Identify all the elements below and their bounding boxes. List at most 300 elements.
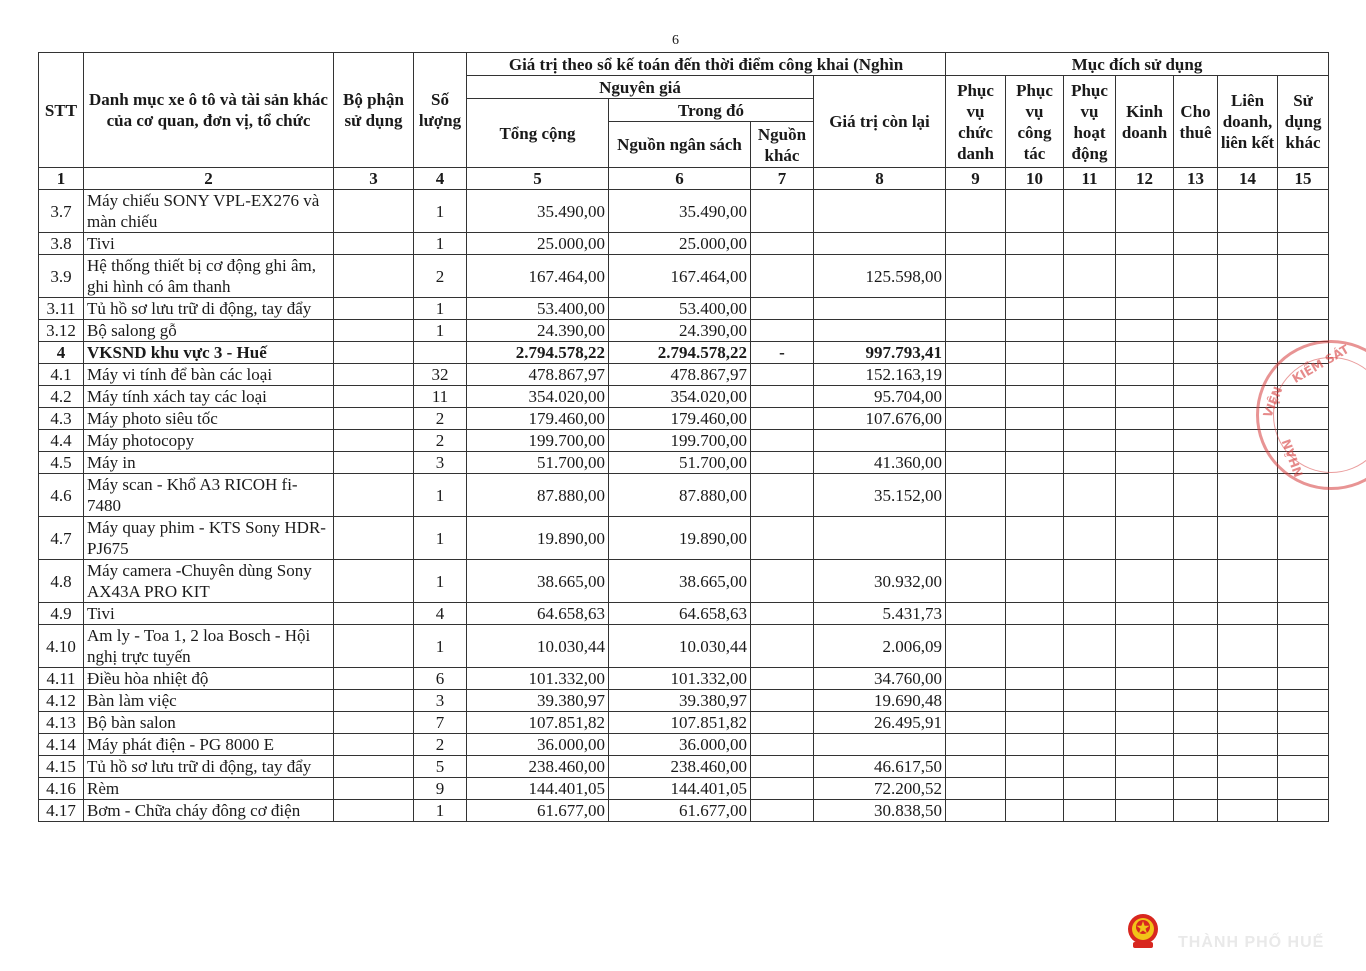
cell-purpose xyxy=(1218,625,1278,668)
cell-purpose xyxy=(1116,712,1174,734)
cell-purpose xyxy=(1174,386,1218,408)
table-row xyxy=(39,712,1329,734)
cell-purpose xyxy=(1218,233,1278,255)
stamp-text: VIỆN xyxy=(1260,384,1286,420)
cell-dept xyxy=(334,430,414,452)
cell-name: Máy photo siêu tốc xyxy=(84,408,334,430)
cell-other xyxy=(751,430,814,452)
cell-purpose xyxy=(1218,342,1278,364)
table-row xyxy=(39,734,1329,756)
cell-purpose xyxy=(1174,452,1218,474)
cell-purpose xyxy=(1116,452,1174,474)
column-number: 1 xyxy=(39,168,84,190)
cell-purpose xyxy=(1218,190,1278,233)
cell-purpose xyxy=(1116,408,1174,430)
cell-total: 199.700,00 xyxy=(467,430,609,452)
cell-purpose xyxy=(1218,778,1278,800)
cell-dept xyxy=(334,298,414,320)
cell-purpose xyxy=(1064,408,1116,430)
cell-budget: 38.665,00 xyxy=(609,560,751,603)
header-kinh-doanh: Kinh doanh xyxy=(1116,76,1174,168)
cell-purpose xyxy=(1278,690,1329,712)
cell-stt: 4.1 xyxy=(39,364,84,386)
column-number: 6 xyxy=(609,168,751,190)
cell-purpose xyxy=(1116,560,1174,603)
cell-dept xyxy=(334,386,414,408)
column-number: 2 xyxy=(84,168,334,190)
cell-qty xyxy=(414,342,467,364)
cell-purpose xyxy=(1064,298,1116,320)
cell-name: Tivi xyxy=(84,233,334,255)
cell-budget: 10.030,44 xyxy=(609,625,751,668)
cell-remaining xyxy=(814,430,946,452)
cell-remaining: 34.760,00 xyxy=(814,668,946,690)
cell-purpose xyxy=(1218,712,1278,734)
table-row xyxy=(39,690,1329,712)
cell-purpose xyxy=(946,474,1006,517)
cell-total: 238.460,00 xyxy=(467,756,609,778)
cell-stt: 4.7 xyxy=(39,517,84,560)
cell-remaining xyxy=(814,298,946,320)
cell-purpose xyxy=(1116,603,1174,625)
cell-budget: 179.460,00 xyxy=(609,408,751,430)
cell-purpose xyxy=(1218,734,1278,756)
cell-purpose xyxy=(1064,778,1116,800)
cell-other xyxy=(751,298,814,320)
cell-purpose xyxy=(1064,625,1116,668)
cell-name: Bộ salong gỗ xyxy=(84,320,334,342)
cell-name: Tủ hồ sơ lưu trữ di động, tay đẩy xyxy=(84,298,334,320)
cell-purpose xyxy=(1006,298,1064,320)
cell-other xyxy=(751,778,814,800)
cell-qty: 1 xyxy=(414,560,467,603)
column-number: 4 xyxy=(414,168,467,190)
cell-other xyxy=(751,474,814,517)
cell-purpose xyxy=(1218,560,1278,603)
cell-purpose xyxy=(946,625,1006,668)
cell-dept xyxy=(334,712,414,734)
header-phuc-vu-hoat-dong: Phục vụ hoạt động xyxy=(1064,76,1116,168)
cell-purpose xyxy=(1174,625,1218,668)
cell-purpose xyxy=(1174,800,1218,822)
cell-purpose xyxy=(946,364,1006,386)
cell-purpose xyxy=(1174,298,1218,320)
table-row xyxy=(39,233,1329,255)
table-row xyxy=(39,190,1329,233)
cell-purpose xyxy=(1278,712,1329,734)
cell-other xyxy=(751,255,814,298)
cell-purpose xyxy=(1278,800,1329,822)
cell-purpose xyxy=(1116,320,1174,342)
cell-other: - xyxy=(751,342,814,364)
table-row xyxy=(39,320,1329,342)
table-row xyxy=(39,560,1329,603)
cell-purpose xyxy=(1218,255,1278,298)
cell-purpose xyxy=(946,298,1006,320)
table-row xyxy=(39,625,1329,668)
cell-remaining: 125.598,00 xyxy=(814,255,946,298)
cell-qty: 2 xyxy=(414,430,467,452)
cell-purpose xyxy=(1064,474,1116,517)
column-number: 15 xyxy=(1278,168,1329,190)
cell-total: 478.867,97 xyxy=(467,364,609,386)
cell-qty: 4 xyxy=(414,603,467,625)
cell-purpose xyxy=(1218,298,1278,320)
cell-total: 35.490,00 xyxy=(467,190,609,233)
table-row xyxy=(39,668,1329,690)
cell-purpose xyxy=(1116,430,1174,452)
cell-budget: 64.658,63 xyxy=(609,603,751,625)
cell-purpose xyxy=(1116,625,1174,668)
cell-qty: 9 xyxy=(414,778,467,800)
cell-budget: 39.380,97 xyxy=(609,690,751,712)
cell-total: 61.677,00 xyxy=(467,800,609,822)
cell-total: 10.030,44 xyxy=(467,625,609,668)
cell-purpose xyxy=(1116,342,1174,364)
header-lien-doanh: Liên doanh, liên kết xyxy=(1218,76,1278,168)
cell-dept xyxy=(334,625,414,668)
cell-purpose xyxy=(1174,778,1218,800)
table-row xyxy=(39,800,1329,822)
cell-name: VKSND khu vực 3 - Huế xyxy=(84,342,334,364)
cell-dept xyxy=(334,408,414,430)
cell-purpose xyxy=(946,320,1006,342)
cell-qty: 5 xyxy=(414,756,467,778)
cell-purpose xyxy=(1218,474,1278,517)
cell-purpose xyxy=(1116,190,1174,233)
cell-name: Bơm - Chữa cháy đông cơ điện xyxy=(84,800,334,822)
cell-stt: 3.11 xyxy=(39,298,84,320)
cell-purpose xyxy=(946,603,1006,625)
cell-budget: 61.677,00 xyxy=(609,800,751,822)
cell-budget: 25.000,00 xyxy=(609,233,751,255)
cell-qty: 3 xyxy=(414,452,467,474)
cell-purpose xyxy=(1116,778,1174,800)
cell-purpose xyxy=(1006,756,1064,778)
national-emblem-icon xyxy=(1126,912,1160,950)
cell-qty: 3 xyxy=(414,690,467,712)
cell-stt: 4.3 xyxy=(39,408,84,430)
header-phuc-vu-cong-tac: Phục vụ công tác xyxy=(1006,76,1064,168)
cell-qty: 1 xyxy=(414,298,467,320)
cell-purpose xyxy=(946,756,1006,778)
cell-dept xyxy=(334,800,414,822)
cell-purpose xyxy=(1006,690,1064,712)
cell-purpose xyxy=(1006,734,1064,756)
cell-dept xyxy=(334,342,414,364)
table-row xyxy=(39,255,1329,298)
cell-stt: 4.11 xyxy=(39,668,84,690)
cell-purpose xyxy=(1064,430,1116,452)
cell-budget: 87.880,00 xyxy=(609,474,751,517)
header-muc-dich-group: Mục đích sử dụng xyxy=(946,53,1329,76)
column-number-row xyxy=(39,168,1329,190)
cell-purpose xyxy=(1174,342,1218,364)
cell-dept xyxy=(334,364,414,386)
cell-qty: 32 xyxy=(414,364,467,386)
cell-total: 64.658,63 xyxy=(467,603,609,625)
cell-purpose xyxy=(1064,342,1116,364)
cell-stt: 4.5 xyxy=(39,452,84,474)
cell-total: 51.700,00 xyxy=(467,452,609,474)
column-number: 14 xyxy=(1218,168,1278,190)
cell-purpose xyxy=(1006,233,1064,255)
cell-qty: 11 xyxy=(414,386,467,408)
cell-purpose xyxy=(1006,342,1064,364)
cell-other xyxy=(751,603,814,625)
cell-other xyxy=(751,452,814,474)
cell-dept xyxy=(334,778,414,800)
cell-stt: 4.2 xyxy=(39,386,84,408)
cell-name: Bàn làm việc xyxy=(84,690,334,712)
cell-purpose xyxy=(1116,298,1174,320)
cell-purpose xyxy=(1006,560,1064,603)
cell-budget: 2.794.578,22 xyxy=(609,342,751,364)
cell-purpose xyxy=(1218,668,1278,690)
cell-other xyxy=(751,517,814,560)
cell-remaining xyxy=(814,517,946,560)
cell-other xyxy=(751,560,814,603)
cell-purpose xyxy=(1006,800,1064,822)
cell-other xyxy=(751,386,814,408)
column-number: 11 xyxy=(1064,168,1116,190)
cell-stt: 4.14 xyxy=(39,734,84,756)
cell-qty: 1 xyxy=(414,190,467,233)
cell-name: Máy tính xách tay các loại xyxy=(84,386,334,408)
header-cho-thue: Cho thuê xyxy=(1174,76,1218,168)
cell-purpose xyxy=(1174,517,1218,560)
cell-purpose xyxy=(1006,778,1064,800)
cell-total: 107.851,82 xyxy=(467,712,609,734)
cell-remaining: 152.163,19 xyxy=(814,364,946,386)
cell-dept xyxy=(334,603,414,625)
cell-name: Hệ thống thiết bị cơ động ghi âm, ghi hình có âm thanh xyxy=(84,255,334,298)
stamp-text: NHÂN xyxy=(1279,437,1307,479)
cell-purpose xyxy=(946,800,1006,822)
asset-table xyxy=(38,52,1329,822)
cell-other xyxy=(751,668,814,690)
cell-budget: 478.867,97 xyxy=(609,364,751,386)
cell-purpose xyxy=(1218,800,1278,822)
column-number: 5 xyxy=(467,168,609,190)
cell-purpose xyxy=(1278,756,1329,778)
column-number: 8 xyxy=(814,168,946,190)
cell-stt: 4.6 xyxy=(39,474,84,517)
cell-total: 87.880,00 xyxy=(467,474,609,517)
cell-stt: 4.9 xyxy=(39,603,84,625)
cell-qty: 1 xyxy=(414,474,467,517)
cell-qty: 7 xyxy=(414,712,467,734)
cell-purpose xyxy=(1116,517,1174,560)
cell-budget: 53.400,00 xyxy=(609,298,751,320)
cell-dept xyxy=(334,474,414,517)
header-su-dung-khac: Sử dụng khác xyxy=(1278,76,1329,168)
cell-qty: 1 xyxy=(414,233,467,255)
cell-purpose xyxy=(946,190,1006,233)
cell-purpose xyxy=(1174,603,1218,625)
cell-total: 39.380,97 xyxy=(467,690,609,712)
cell-purpose xyxy=(946,690,1006,712)
cell-purpose xyxy=(1064,800,1116,822)
table-row xyxy=(39,298,1329,320)
cell-purpose xyxy=(1174,734,1218,756)
header-phuc-vu-chuc-danh: Phục vụ chức danh xyxy=(946,76,1006,168)
cell-remaining: 41.360,00 xyxy=(814,452,946,474)
cell-total: 101.332,00 xyxy=(467,668,609,690)
cell-remaining: 35.152,00 xyxy=(814,474,946,517)
cell-purpose xyxy=(1174,668,1218,690)
cell-stt: 4 xyxy=(39,342,84,364)
cell-purpose xyxy=(946,778,1006,800)
cell-budget: 24.390,00 xyxy=(609,320,751,342)
header-nguon-ngan-sach: Nguồn ngân sách xyxy=(609,122,751,168)
cell-total: 53.400,00 xyxy=(467,298,609,320)
cell-other xyxy=(751,190,814,233)
cell-purpose xyxy=(1064,364,1116,386)
cell-purpose xyxy=(946,560,1006,603)
cell-total: 25.000,00 xyxy=(467,233,609,255)
cell-total: 354.020,00 xyxy=(467,386,609,408)
cell-budget: 51.700,00 xyxy=(609,452,751,474)
cell-other xyxy=(751,408,814,430)
cell-name: Máy in xyxy=(84,452,334,474)
cell-stt: 4.15 xyxy=(39,756,84,778)
cell-purpose xyxy=(1064,690,1116,712)
cell-total: 144.401,05 xyxy=(467,778,609,800)
cell-total: 179.460,00 xyxy=(467,408,609,430)
cell-purpose xyxy=(1006,364,1064,386)
cell-other xyxy=(751,734,814,756)
cell-purpose xyxy=(1006,386,1064,408)
cell-stt: 4.13 xyxy=(39,712,84,734)
cell-purpose xyxy=(1116,756,1174,778)
cell-name: Máy photocopy xyxy=(84,430,334,452)
cell-purpose xyxy=(1174,560,1218,603)
cell-budget: 354.020,00 xyxy=(609,386,751,408)
cell-purpose xyxy=(1174,430,1218,452)
cell-purpose xyxy=(1064,386,1116,408)
cell-stt: 4.17 xyxy=(39,800,84,822)
cell-purpose xyxy=(946,233,1006,255)
column-number: 9 xyxy=(946,168,1006,190)
cell-purpose xyxy=(1278,255,1329,298)
cell-budget: 167.464,00 xyxy=(609,255,751,298)
cell-purpose xyxy=(1174,690,1218,712)
column-number: 10 xyxy=(1006,168,1064,190)
cell-purpose xyxy=(946,712,1006,734)
cell-purpose xyxy=(1064,712,1116,734)
table-row xyxy=(39,342,1329,364)
cell-purpose xyxy=(1006,255,1064,298)
cell-purpose xyxy=(1174,190,1218,233)
cell-other xyxy=(751,233,814,255)
cell-total: 38.665,00 xyxy=(467,560,609,603)
header-stt: STT xyxy=(39,53,84,168)
cell-remaining: 2.006,09 xyxy=(814,625,946,668)
cell-purpose xyxy=(946,734,1006,756)
cell-purpose xyxy=(1278,320,1329,342)
cell-other xyxy=(751,712,814,734)
cell-budget: 199.700,00 xyxy=(609,430,751,452)
cell-purpose xyxy=(1064,320,1116,342)
cell-total: 19.890,00 xyxy=(467,517,609,560)
cell-purpose xyxy=(1064,603,1116,625)
cell-purpose xyxy=(1006,190,1064,233)
cell-purpose xyxy=(946,342,1006,364)
cell-stt: 4.8 xyxy=(39,560,84,603)
cell-name: Am ly - Toa 1, 2 loa Bosch - Hội nghị trực tuyến xyxy=(84,625,334,668)
cell-other xyxy=(751,756,814,778)
cell-remaining: 5.431,73 xyxy=(814,603,946,625)
cell-stt: 4.10 xyxy=(39,625,84,668)
cell-purpose xyxy=(1064,255,1116,298)
cell-purpose xyxy=(1278,778,1329,800)
cell-purpose xyxy=(1174,320,1218,342)
cell-purpose xyxy=(1006,430,1064,452)
cell-purpose xyxy=(1174,712,1218,734)
cell-remaining xyxy=(814,734,946,756)
cell-stt: 4.12 xyxy=(39,690,84,712)
cell-stt: 3.8 xyxy=(39,233,84,255)
cell-qty: 2 xyxy=(414,255,467,298)
header-gia-tri-con-lai: Giá trị còn lại xyxy=(814,76,946,168)
cell-name: Máy quay phim - KTS Sony HDR-PJ675 xyxy=(84,517,334,560)
cell-remaining xyxy=(814,320,946,342)
cell-purpose xyxy=(1174,474,1218,517)
table-row xyxy=(39,430,1329,452)
cell-name: Điều hòa nhiệt độ xyxy=(84,668,334,690)
cell-purpose xyxy=(946,408,1006,430)
cell-dept xyxy=(334,560,414,603)
cell-stt: 4.16 xyxy=(39,778,84,800)
cell-qty: 1 xyxy=(414,625,467,668)
cell-purpose xyxy=(1006,625,1064,668)
cell-remaining: 19.690,48 xyxy=(814,690,946,712)
stamp-text: KIỂM SÁT xyxy=(1289,342,1352,386)
cell-remaining: 997.793,41 xyxy=(814,342,946,364)
cell-total: 167.464,00 xyxy=(467,255,609,298)
cell-purpose xyxy=(1218,756,1278,778)
cell-purpose xyxy=(1006,712,1064,734)
cell-purpose xyxy=(1006,320,1064,342)
cell-purpose xyxy=(1174,756,1218,778)
table-row xyxy=(39,474,1329,517)
cell-purpose xyxy=(1116,690,1174,712)
cell-dept xyxy=(334,255,414,298)
cell-purpose xyxy=(1006,408,1064,430)
table-row xyxy=(39,364,1329,386)
cell-qty: 1 xyxy=(414,800,467,822)
header-danh-muc: Danh mục xe ô tô và tài sản khác của cơ quan, đơn vị, tổ chức xyxy=(84,53,334,168)
cell-stt: 4.4 xyxy=(39,430,84,452)
cell-remaining: 72.200,52 xyxy=(814,778,946,800)
cell-other xyxy=(751,800,814,822)
cell-purpose xyxy=(1116,474,1174,517)
cell-purpose xyxy=(946,452,1006,474)
table-row xyxy=(39,408,1329,430)
cell-name: Máy vi tính để bàn các loại xyxy=(84,364,334,386)
cell-qty: 2 xyxy=(414,734,467,756)
cell-budget: 19.890,00 xyxy=(609,517,751,560)
cell-purpose xyxy=(1218,690,1278,712)
cell-stt: 3.9 xyxy=(39,255,84,298)
cell-name: Máy phát điện - PG 8000 E xyxy=(84,734,334,756)
cell-purpose xyxy=(1174,364,1218,386)
cell-qty: 2 xyxy=(414,408,467,430)
header-trong-do: Trong đó xyxy=(609,99,814,122)
cell-name: Máy chiếu SONY VPL-EX276 và màn chiếu xyxy=(84,190,334,233)
cell-budget: 144.401,05 xyxy=(609,778,751,800)
